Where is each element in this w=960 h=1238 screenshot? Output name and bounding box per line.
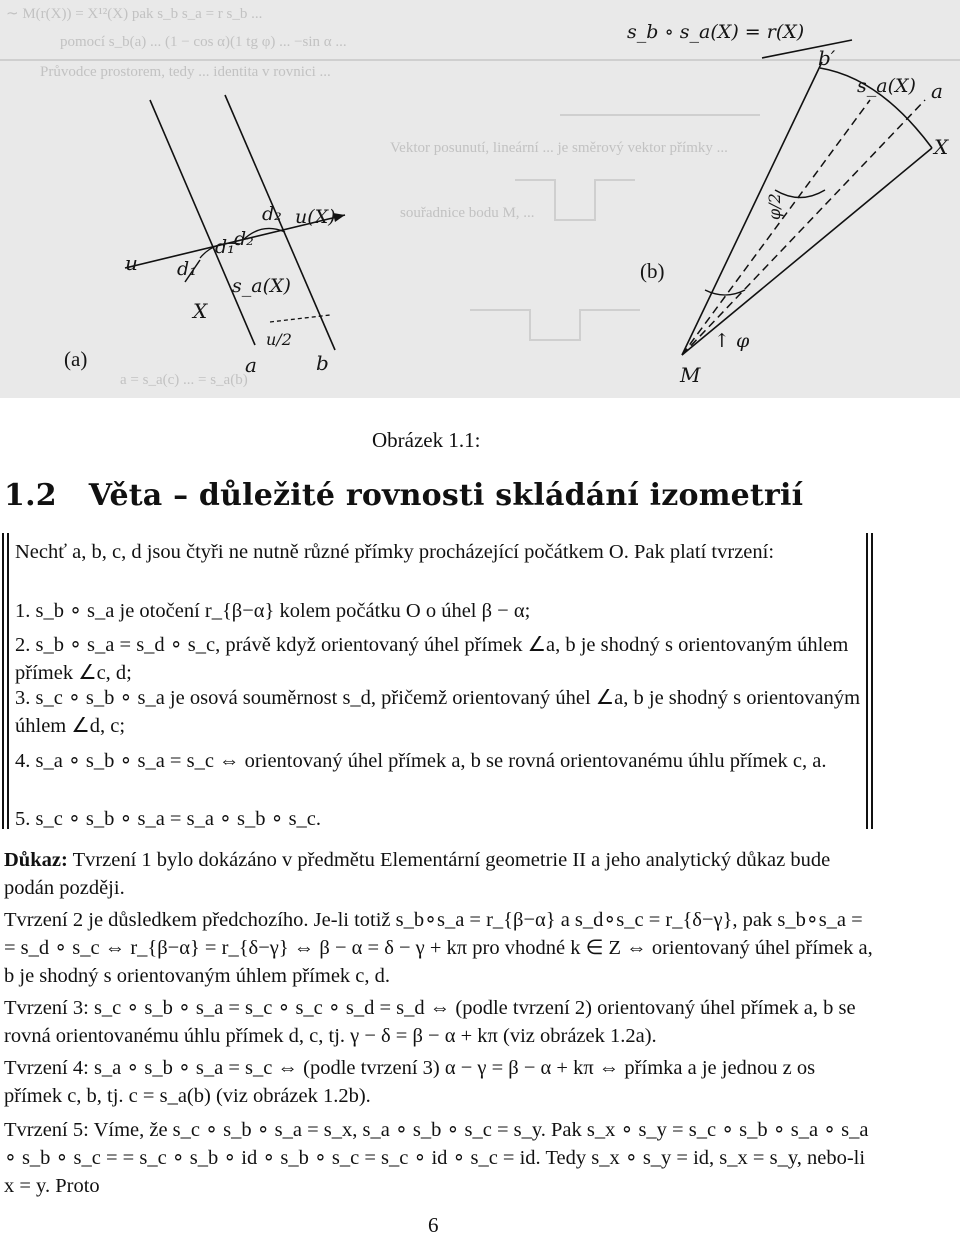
- bleed-text-4: Vektor posunutí, lineární ... je směrový vektor přímky ...: [390, 140, 728, 156]
- label-d1-right: d₁: [215, 236, 235, 258]
- proof-paragraph-1: [4, 846, 874, 902]
- figure-caption: Obrázek 1.1:: [372, 428, 481, 452]
- bleed-text-1: ∼ M(r(X)) = X¹²(X) pak s_b s_a = r s_b ...: [6, 6, 263, 22]
- section-heading: [4, 478, 803, 513]
- panel-a-label: (a): [64, 347, 88, 371]
- rule-right-1: [866, 533, 868, 829]
- theorem-intro: Nechť a, b, c, d jsou čtyři ne nutně různé přímky procházející počátkem O. Pak platí tvrzení:: [15, 541, 775, 563]
- label-X-a: X: [193, 299, 208, 323]
- bleed-text-6: a = s_a(c) ... = s_a(b): [120, 372, 248, 388]
- line-b-prime: [682, 62, 822, 355]
- label-M: M: [680, 363, 701, 387]
- label-b-prime: b′: [818, 46, 836, 70]
- label-u: u: [125, 251, 138, 275]
- label-d2-right: d₂: [262, 203, 282, 225]
- figure-drawing: [0, 0, 960, 398]
- label-saX-b: s_a(X): [857, 75, 916, 97]
- theorem-item-5: 5. s_c ∘ s_b ∘ s_a = s_a ∘ s_b ∘ s_c.: [15, 808, 322, 830]
- theorem-item-4: 4. s_a ∘ s_b ∘ s_a = s_c ⇔ orientovaný úhel přímek a, b se rovná orientovanému úhlu přímek c, a.: [15, 750, 827, 772]
- rule-right-2: [871, 533, 873, 829]
- line-saX-dashed: [682, 100, 870, 355]
- label-a-b: a: [931, 79, 943, 103]
- label-b-a: b: [316, 351, 329, 375]
- bleed-text-3: Průvodce prostorem, tedy ... identita v rovnici ...: [40, 64, 331, 80]
- proof-paragraph-3: Tvrzení 3: s_c ∘ s_b ∘ s_a = s_c ∘ s_c ∘ s_d = s_d ⇔ (podle tvrzení 2) orientovaný úhel přímek a, b se rovná orientovanému úhlu přímek d, c, tj. γ − δ = β − α + kπ (viz obrázek 1.2a).: [4, 997, 856, 1047]
- theorem-item-2: 2. s_b ∘ s_a = s_d ∘ s_c, právě když orientovaný úhel přímek ∠a, b je shodný s orientovaným úhlem přímek ∠c, d;: [15, 634, 849, 684]
- theorem-item-1: 1. s_b ∘ s_a je otočení r_{β−α} kolem počátku O o úhel β − α;: [15, 600, 531, 622]
- bleed-text-2: pomocí s_b(a) ... (1 − cos α)(1 tg φ) ... −sin α ...: [60, 34, 347, 50]
- label-saX-a: s_a(X): [232, 275, 291, 297]
- proof-text-1: Tvrzení 1 bylo dokázáno v předmětu Elementární geometrie II a jeho analytický důkaz bude podán později.: [4, 849, 831, 899]
- label-u-half: u/2: [266, 330, 292, 349]
- panel-b: [627, 21, 949, 387]
- label-d2-left: d₂: [234, 228, 254, 250]
- proof-paragraph-5: Tvrzení 5: Víme, že s_c ∘ s_b ∘ s_a = s_x, s_a ∘ s_b ∘ s_c = s_y. Pak s_x ∘ s_y = s_c ∘ s_b ∘ s_a ∘ s_a ∘ s_b ∘ s_c = = s_c ∘ s_b ∘ id ∘ s_b ∘ s_c = s_c ∘ id ∘ s_c = id. Tedy s_x ∘ s_y = id, s_x = s_y, nebo-li x = y. Proto: [4, 1119, 869, 1197]
- proof-label: Důkaz:: [4, 849, 68, 871]
- theorem-box: [0, 533, 960, 829]
- section-title-text: Věta – důležité rovnosti skládání izometrií: [88, 478, 804, 513]
- label-formula-top: s_b ∘ s_a(X) = r(X): [627, 21, 805, 43]
- label-a-a: a: [245, 353, 257, 377]
- section-number: 1.2: [4, 478, 57, 513]
- panel-b-label: (b): [640, 259, 665, 283]
- scanned-figure: [0, 0, 960, 398]
- label-X-b: X: [934, 135, 949, 159]
- proof-paragraph-2: Tvrzení 2 je důsledkem předchozího. Je-li totiž s_b∘s_a = r_{β−α} a s_d∘s_c = r_{δ−γ}, pak s_b∘s_a = = s_d ∘ s_c ⇔ r_{β−α} = r_{δ−γ} ⇔ β − α = δ − γ + kπ pro vhodné k ∈ Z ⇔ orientovaný úhel přímek a, b je shodný s orientovaným úhlem přímek c, d.: [4, 909, 873, 987]
- proof-paragraph-4: Tvrzení 4: s_a ∘ s_b ∘ s_a = s_c ⇔ (podle tvrzení 3) α − γ = β − α + kπ ⇔ přímka a je jednou z os přímek c, b, tj. c = s_a(b) (viz obrázek 1.2b).: [4, 1057, 816, 1107]
- label-d1-left: d₁: [177, 258, 197, 280]
- theorem-item-3: 3. s_c ∘ s_b ∘ s_a je osová souměrnost s_d, přičemž orientovaný úhel ∠a, b je shodný s orientovaným úhlem ∠d, c;: [15, 687, 861, 737]
- bleed-text-5: souřadnice bodu M, ...: [400, 205, 535, 221]
- line-X: [682, 148, 932, 355]
- label-phi-half: φ/2: [765, 193, 784, 220]
- line-a-dashed: [682, 100, 925, 355]
- panel-a: [64, 95, 345, 377]
- label-phi: ↑ φ: [714, 330, 750, 352]
- label-uX: u(X): [295, 206, 336, 228]
- page-number: 6: [428, 1213, 439, 1237]
- rule-left-1: [2, 533, 4, 829]
- rule-left-2: [7, 533, 9, 829]
- bleed-lines: [0, 60, 960, 340]
